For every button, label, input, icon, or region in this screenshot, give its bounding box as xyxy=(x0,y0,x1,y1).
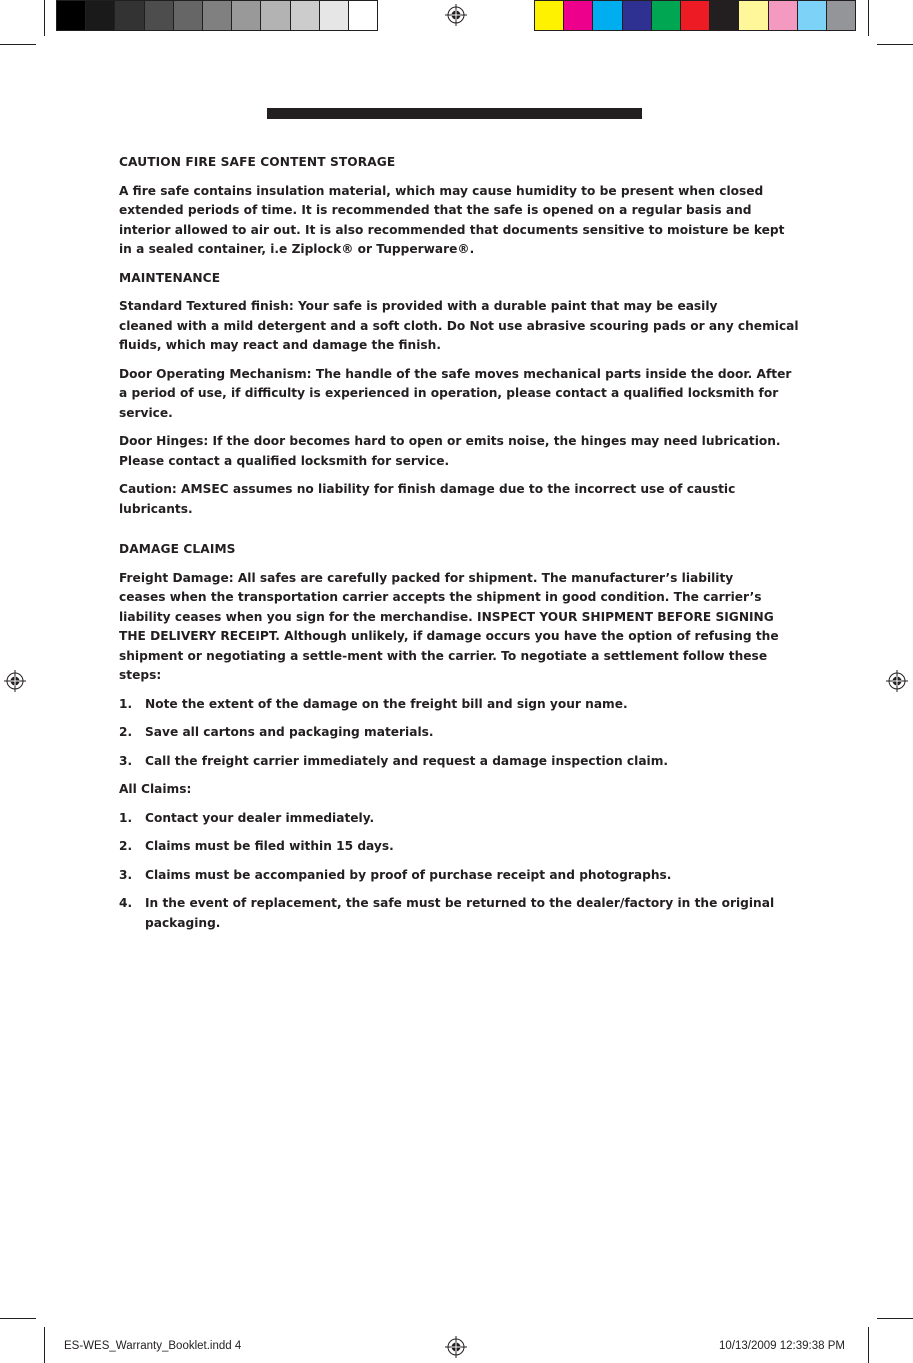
color-swatch xyxy=(710,1,739,30)
list-text: Contact your dealer immediately. xyxy=(145,810,375,825)
color-swatch xyxy=(681,1,710,30)
registration-mark-icon xyxy=(886,670,908,692)
finish-lead: Standard Textured finish: xyxy=(119,299,294,313)
color-swatch xyxy=(827,1,855,30)
hinges-lead: Door Hinges: xyxy=(119,434,209,448)
finish-body-1: Your safe is provided with a durable paint that may be easily xyxy=(297,299,718,313)
damage-body-3: Although unlikely, if damage occurs you have the option of refusing the shipment or negotiating a settle-ment with the carrier. To negotiate a settlement follow these steps: xyxy=(119,629,779,682)
damage-body-1: Freight Damage: All safes are carefully packed for shipment. The manufacturer’s liability xyxy=(119,570,734,585)
crop-mark xyxy=(877,1318,913,1319)
list-number: 3. xyxy=(119,867,133,882)
gray-swatch xyxy=(320,1,349,30)
list-item xyxy=(119,894,799,933)
claims-heading: All Claims: xyxy=(119,782,192,796)
crop-mark xyxy=(44,1327,45,1363)
hinges-body: If the door becomes hard to open or emits noise, the hinges may need lubrication. Please contact a qualified locksmith for service. xyxy=(119,434,781,468)
list-number: 1. xyxy=(119,810,133,825)
grayscale-swatch-bar xyxy=(56,0,378,31)
mechanism-lead: Door Operating Mechanism: xyxy=(119,366,312,381)
process-color-swatch-bar xyxy=(534,0,856,31)
color-swatch xyxy=(739,1,768,30)
color-swatch xyxy=(535,1,564,30)
list-item xyxy=(119,837,799,857)
color-swatch xyxy=(769,1,798,30)
gray-swatch xyxy=(203,1,232,30)
list-text: In the event of replacement, the safe must be returned to the dealer/factory in the original packaging. xyxy=(145,896,775,930)
footer-filename: ES-WES_Warranty_Booklet.indd 4 xyxy=(64,1340,242,1352)
document-body xyxy=(119,153,799,942)
damage-body-2: ceases when the transportation carrier accepts the shipment in good condition. The carrier’s liability ceases when you sign for the merchandise. xyxy=(119,590,762,624)
gray-swatch xyxy=(174,1,203,30)
color-swatch xyxy=(623,1,652,30)
gray-swatch xyxy=(291,1,320,30)
list-number: 1. xyxy=(119,696,133,711)
finish-paragraph xyxy=(119,297,799,356)
lubricant-caution: Caution: AMSEC assumes no liability for finish damage due to the incorrect use of caustic lubricants. xyxy=(119,482,736,516)
storage-heading: CAUTION FIRE SAFE CONTENT STORAGE xyxy=(119,155,396,169)
list-text: Save all cartons and packaging materials. xyxy=(145,725,434,739)
gray-swatch xyxy=(145,1,174,30)
crop-mark xyxy=(868,0,869,36)
registration-mark-icon xyxy=(445,1336,467,1358)
gray-swatch xyxy=(349,1,377,30)
crop-mark xyxy=(868,1327,869,1363)
color-swatch xyxy=(652,1,681,30)
color-swatch xyxy=(798,1,827,30)
gray-swatch xyxy=(86,1,115,30)
color-swatch xyxy=(564,1,593,30)
crop-mark xyxy=(44,0,45,36)
storage-paragraph: A fire safe contains insulation material, which may cause humidity to be present when closed extended periods of time. It is recommended that the safe is opened on a regular basis and interior allowed to air out. It is also recommended that documents sensitive to moisture be kept in a sealed container, i.e Ziplock® or Tupperware®. xyxy=(119,183,785,256)
inspect-warning: INSPECT YOUR SHIPMENT BEFORE SIGNING THE DELIVERY RECEIPT. xyxy=(119,609,774,643)
color-swatch xyxy=(593,1,622,30)
maintenance-heading: MAINTENANCE xyxy=(119,270,221,285)
mechanism-body: The handle of the safe moves mechanical parts inside the door. After a period of use, if difficulty is experienced in operation, please contact a qualified locksmith for service. xyxy=(119,366,792,420)
gray-swatch xyxy=(261,1,290,30)
list-number: 3. xyxy=(119,753,133,768)
crop-mark xyxy=(877,44,913,45)
list-item xyxy=(119,723,799,743)
crop-mark xyxy=(0,1318,36,1319)
list-item xyxy=(119,809,799,829)
registration-mark-icon xyxy=(4,670,26,692)
damage-paragraph xyxy=(119,569,799,686)
finish-body-2: cleaned with a mild detergent and a soft cloth. Do Not use abrasive scouring pads or any chemical fluids, which may react and damage the finish. xyxy=(119,318,799,352)
crop-mark xyxy=(0,44,36,45)
list-text: Claims must be filed within 15 days. xyxy=(145,839,394,853)
header-bar xyxy=(267,108,642,119)
gray-swatch xyxy=(57,1,86,30)
list-text: Call the freight carrier immediately and request a damage inspection claim. xyxy=(145,753,669,768)
footer-timestamp: 10/13/2009 12:39:38 PM xyxy=(719,1340,845,1352)
list-item xyxy=(119,752,799,772)
gray-swatch xyxy=(232,1,261,30)
mechanism-paragraph xyxy=(119,365,799,424)
list-text: Claims must be accompanied by proof of purchase receipt and photographs. xyxy=(145,867,672,882)
claims-list xyxy=(119,809,799,934)
registration-mark-icon xyxy=(445,4,467,26)
damage-steps-list xyxy=(119,695,799,772)
list-number: 2. xyxy=(119,725,133,739)
list-number: 2. xyxy=(119,839,133,853)
list-item xyxy=(119,695,799,715)
list-item xyxy=(119,866,799,886)
hinges-paragraph xyxy=(119,432,799,471)
list-number: 4. xyxy=(119,896,133,910)
list-text: Note the extent of the damage on the freight bill and sign your name. xyxy=(145,696,628,711)
damage-heading: DAMAGE CLAIMS xyxy=(119,542,236,556)
gray-swatch xyxy=(115,1,144,30)
